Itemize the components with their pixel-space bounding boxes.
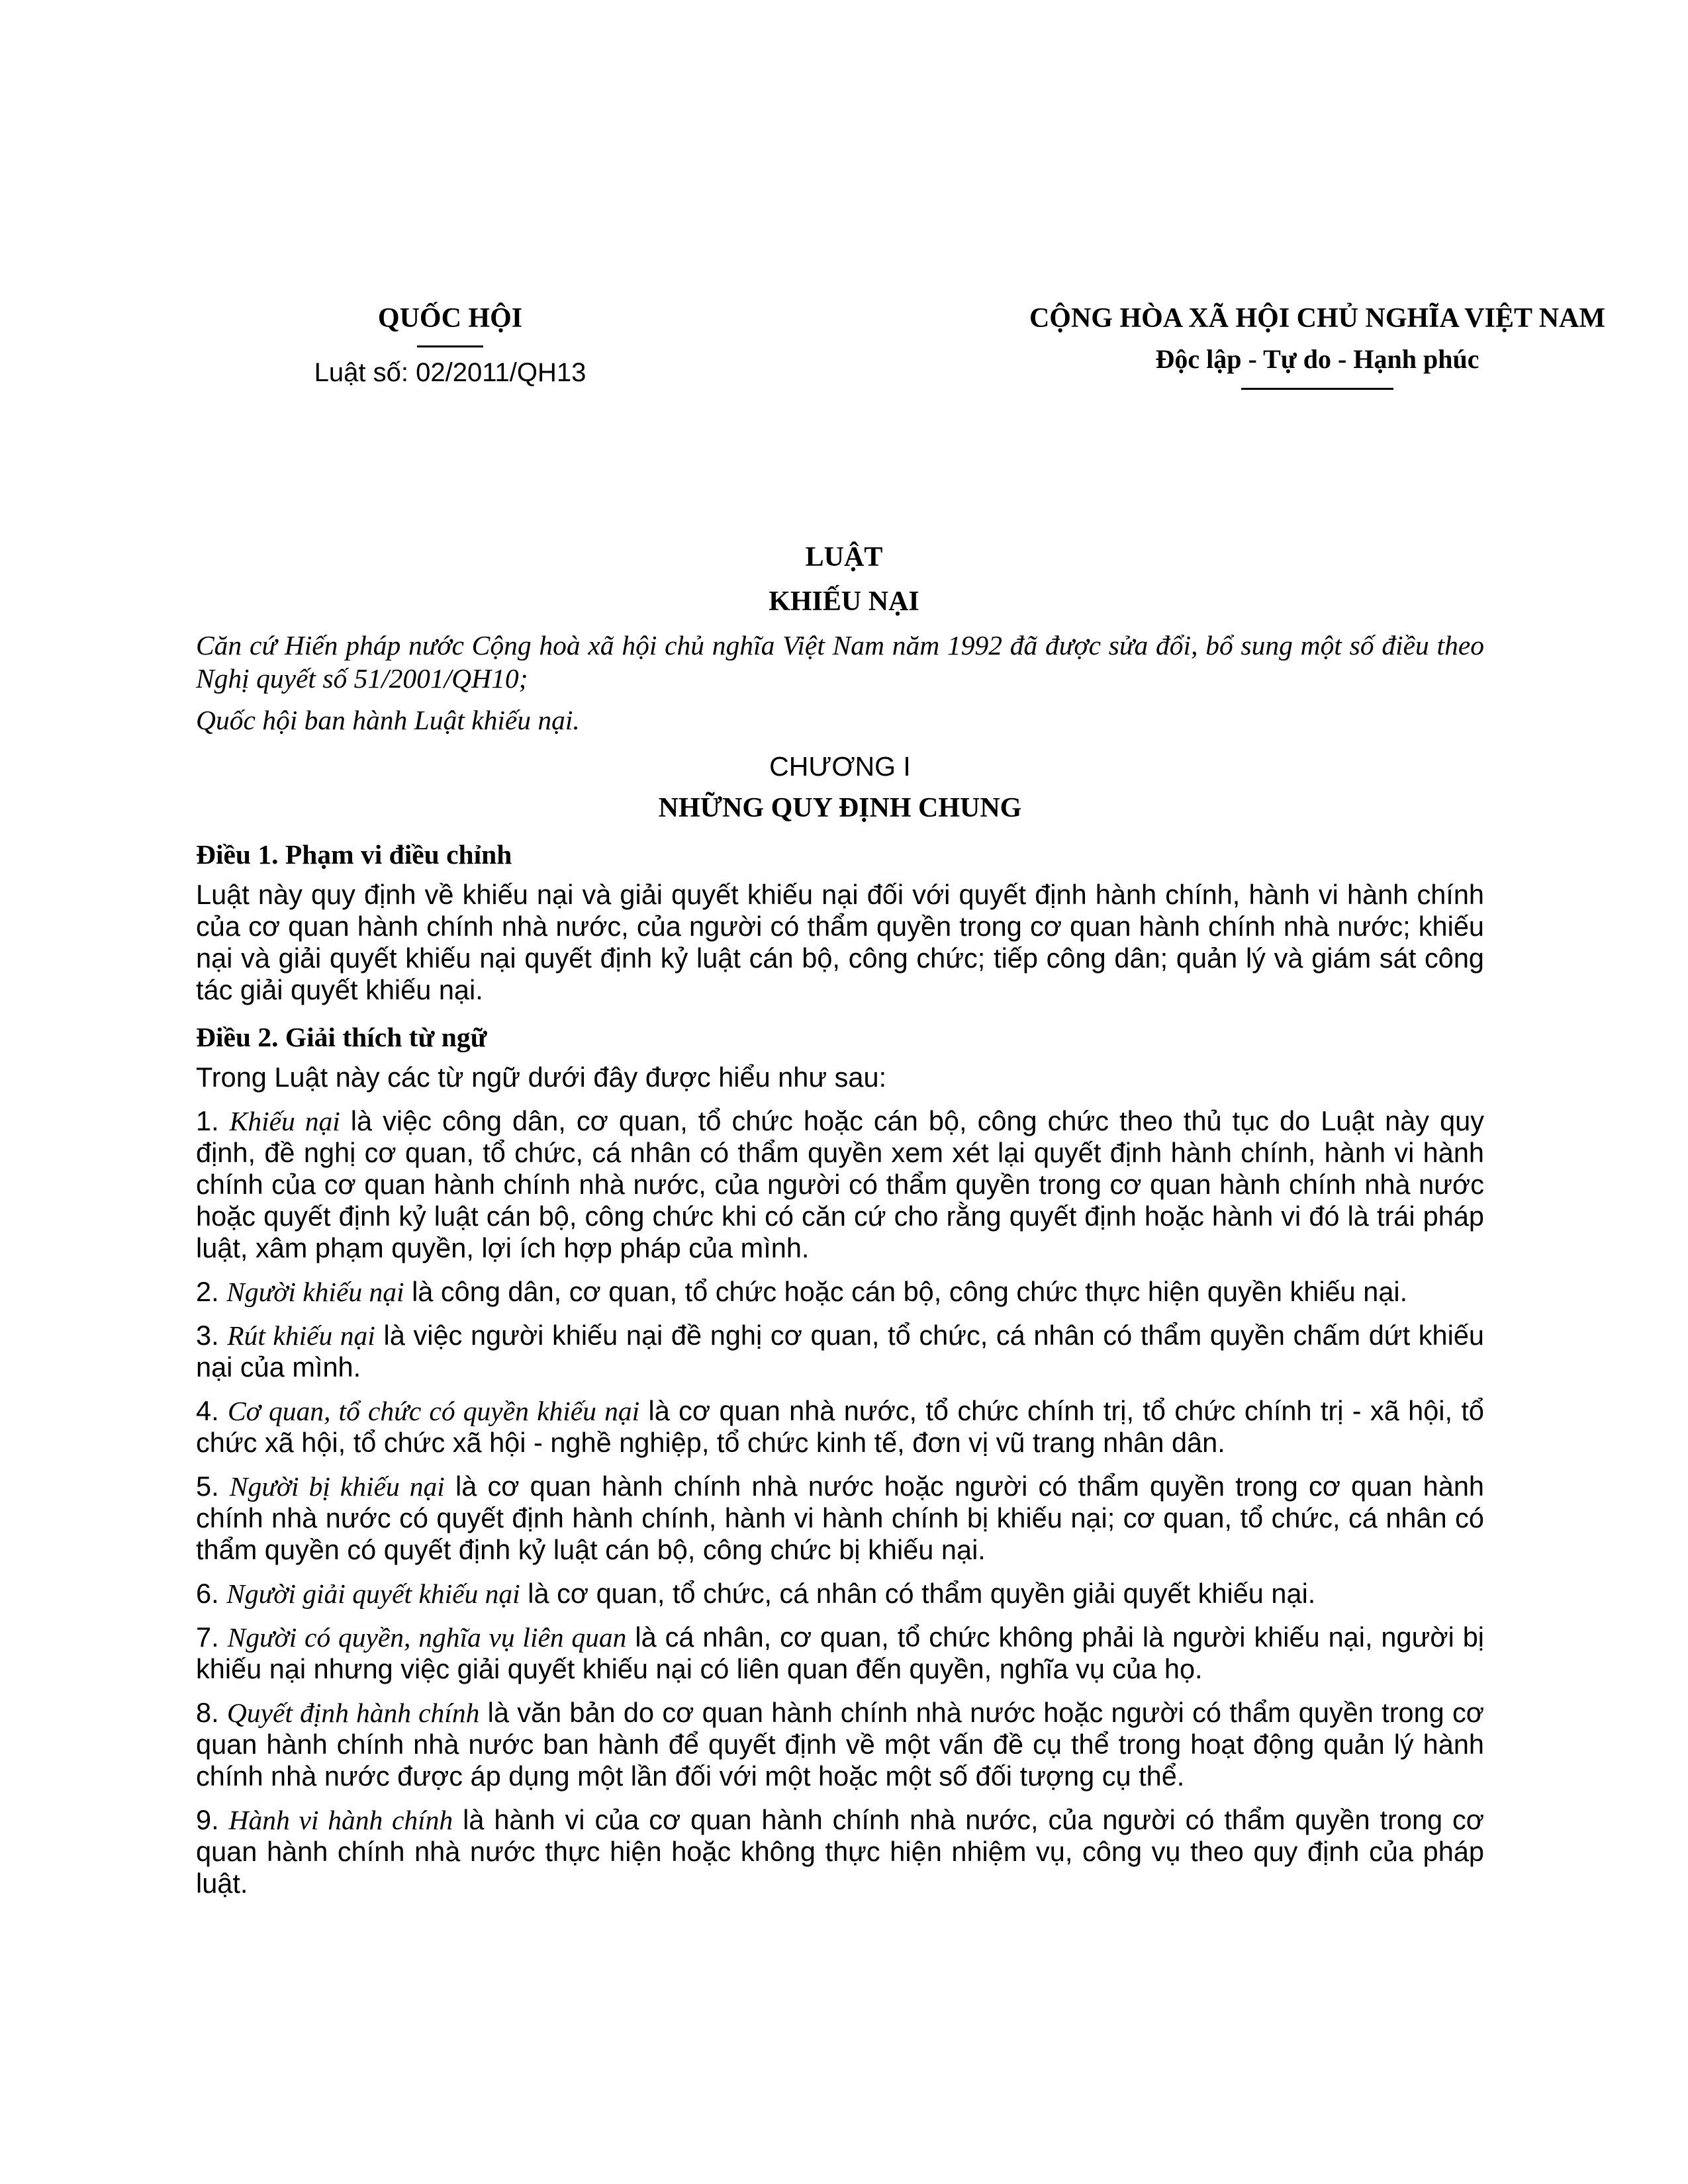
defined-term: Cơ quan, tổ chức có quyền khiếu nại — [227, 1396, 640, 1426]
definition-item — [196, 1471, 1484, 1566]
chapter-label: CHƯƠNG I — [769, 751, 911, 782]
item-number: 4. — [196, 1395, 228, 1426]
issuer-block — [285, 298, 616, 391]
definition-text: là công dân, cơ quan, tổ chức hoặc cán bộ, công chức thực hiện quyền khiếu nại. — [404, 1276, 1408, 1307]
national-title-block — [1006, 298, 1628, 390]
defined-term: Quyết định hành chính — [226, 1698, 480, 1728]
item-number: 9. — [196, 1804, 229, 1835]
item-number: 7. — [196, 1621, 228, 1653]
document-type: LUẬT — [805, 542, 883, 572]
definition-item — [196, 1578, 1484, 1610]
chapter-title: NHỮNG QUY ĐỊNH CHUNG — [658, 793, 1022, 823]
item-number: 8. — [196, 1697, 227, 1728]
definition-item — [196, 1320, 1484, 1383]
motto-divider — [1241, 388, 1393, 390]
definition-item — [196, 1804, 1484, 1899]
defined-term: Người giải quyết khiếu nại — [226, 1578, 520, 1609]
national-motto: Độc lập - Tự do - Hạnh phúc — [1155, 344, 1479, 374]
definition-text: là cơ quan hành chính nhà nước hoặc người có thẩm quyền trong cơ quan hành chính nhà nước có quyết định hành chính, hành vi hành chính bị khiếu nại; cơ quan, tổ chức, cá nhân có thẩm quyền có quyết định kỷ luật cán bộ, công chức bị khiếu nại. — [196, 1471, 1484, 1565]
law-number: Luật số: 02/2011/QH13 — [314, 358, 586, 387]
definition-item — [196, 1697, 1484, 1792]
defined-term: Người bị khiếu nại — [229, 1471, 445, 1502]
definition-text: là cơ quan, tổ chức, cá nhân có thẩm quyền giải quyết khiếu nại. — [520, 1578, 1316, 1609]
defined-term: Rút khiếu nại — [227, 1320, 375, 1351]
document-title: KHIẾU NẠI — [769, 586, 919, 617]
definition-item — [196, 1105, 1484, 1264]
defined-term: Hành vi hành chính — [228, 1805, 453, 1835]
definition-item — [196, 1395, 1484, 1459]
defined-term: Người khiếu nại — [226, 1277, 404, 1307]
article-1-text: Luật này quy định về khiếu nại và giải quyết khiếu nại đối với quyết định hành chính, hành vi hành chính của cơ quan hành chính nhà nước, của người có thẩm quyền trong cơ quan hành chính nhà nước; khiếu nại và giải quyết khiếu nại quyết định kỷ luật cán bộ, công chức; tiếp công dân; quản lý và giám sát công tác giải quyết khiếu nại. — [196, 879, 1484, 1005]
preamble-enact: Quốc hội ban hành Luật khiếu nại. — [196, 705, 580, 735]
definition-text: là việc người khiếu nại đề nghị cơ quan, tổ chức, cá nhân có thẩm quyền chấm dứt khiếu nại của mình. — [196, 1320, 1484, 1383]
definition-item — [196, 1621, 1484, 1685]
item-number: 1. — [196, 1105, 230, 1136]
definition-item — [196, 1276, 1484, 1308]
item-number: 6. — [196, 1578, 227, 1609]
defined-term: Khiếu nại — [229, 1106, 340, 1136]
preamble-basis: Căn cứ Hiến pháp nước Cộng hoà xã hội chủ nghĩa Việt Nam năm 1992 đã được sửa đổi, bổ sung một số điều theo Nghị quyết số 51/2001/QH10; — [196, 630, 1484, 694]
definition-text: là văn bản do cơ quan hành chính nhà nước hoặc người có thẩm quyền trong cơ quan hành chính nhà nước ban hành để quyết định về một vấn đề cụ thể trong hoạt động quản lý hành chính nhà nước được áp dụng một lần đối với một hoặc một số đối tượng cụ thể. — [196, 1697, 1484, 1792]
article-2-heading: Điều 2. Giải thích từ ngữ — [196, 1022, 487, 1052]
item-number: 3. — [196, 1320, 228, 1351]
definition-text: là cơ quan nhà nước, tổ chức chính trị, tổ chức chính trị - xã hội, tổ chức xã hội, tổ chức xã hội - nghề nghiệp, tổ chức kinh tế, đơn vị vũ trang nhân dân. — [196, 1395, 1484, 1458]
article-2-intro: Trong Luật này các từ ngữ dưới đây được hiểu như sau: — [196, 1062, 887, 1093]
defined-term: Người có quyền, nghĩa vụ liên quan — [227, 1622, 627, 1653]
definition-text: là việc công dân, cơ quan, tổ chức hoặc cán bộ, công chức theo thủ tục do Luật này quy định, đề nghị cơ quan, tổ chức, cá nhân có thẩm quyền xem xét lại quyết định hành chính, hành vi hành chính của cơ quan hành chính nhà nước, của người có thẩm quyền trong cơ quan hành chính nhà nước hoặc quyết định kỷ luật cán bộ, công chức khi có căn cứ cho rằng quyết định hoặc hành vi đó là trái pháp luật, xâm phạm quyền, lợi ích hợp pháp của mình. — [196, 1105, 1484, 1263]
issuer-divider — [417, 345, 483, 347]
article-1-heading: Điều 1. Phạm vi điều chỉnh — [196, 839, 512, 870]
definition-text: là hành vi của cơ quan hành chính nhà nước, của người có thẩm quyền trong cơ quan hành chính nhà nước thực hiện hoặc không thực hiện nhiệm vụ, công vụ theo quy định của pháp luật. — [196, 1804, 1484, 1899]
issuer-name: QUỐC HỘI — [377, 303, 523, 334]
country-name: CỘNG HÒA XÃ HỘI CHỦ NGHĨA VIỆT NAM — [1029, 303, 1606, 334]
item-number: 2. — [196, 1276, 227, 1307]
item-number: 5. — [196, 1471, 230, 1502]
definition-text: là cá nhân, cơ quan, tổ chức không phải là người khiếu nại, người bị khiếu nại nhưng việc giải quyết khiếu nại có liên quan đến quyền, nghĩa vụ của họ. — [196, 1621, 1485, 1684]
document-body — [196, 629, 1484, 1911]
